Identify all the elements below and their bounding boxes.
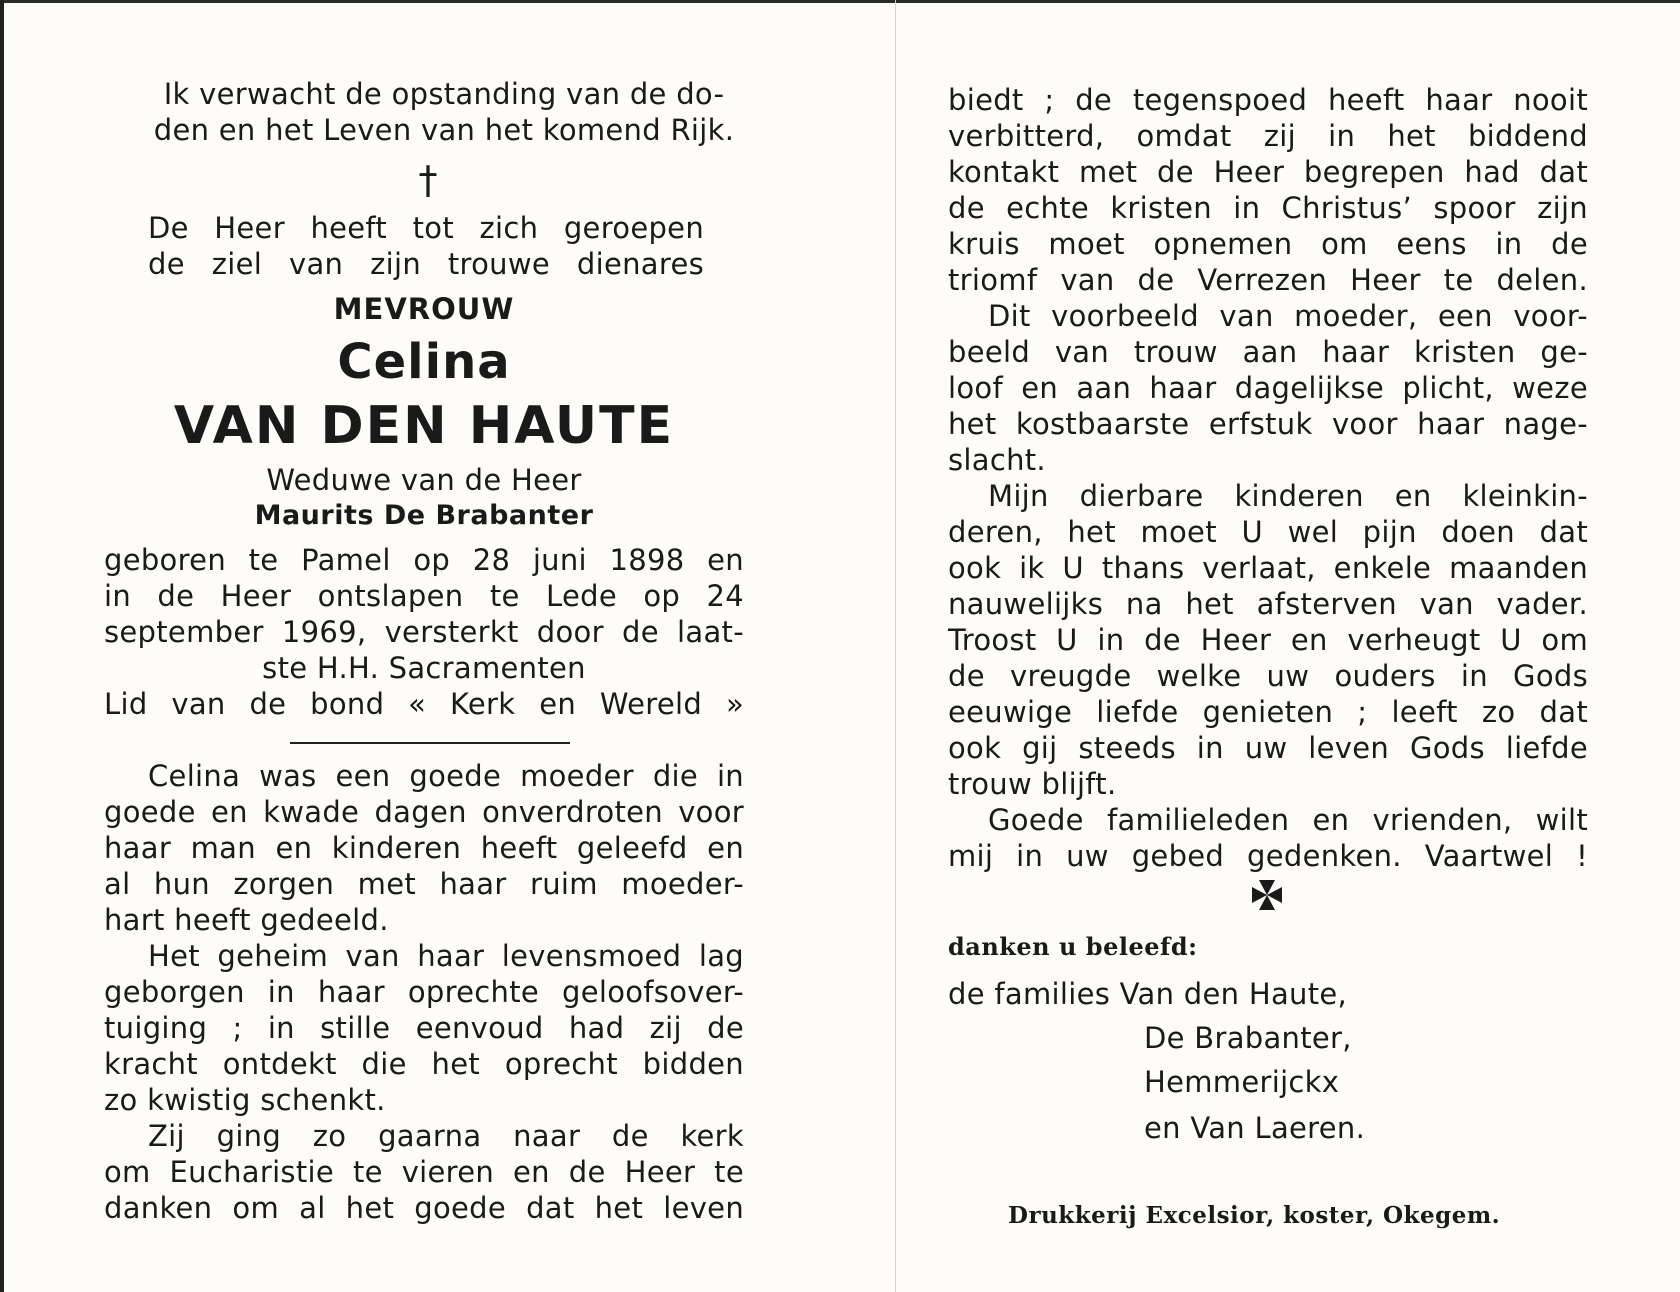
rp3-line-7: eeuwige liefde genieten ; leeft zo dat [948, 695, 1588, 729]
rp2-line-2: beeld van trouw aan haar kristen ge- [948, 335, 1588, 369]
p1-line-5: hart heeft gedeeld. [104, 903, 389, 937]
rp3-line-3: ook ik U thans verlaat, enkele maanden [948, 551, 1588, 585]
p2-line-2: geborgen in haar oprechte geloofsover- [104, 975, 744, 1009]
rp3-line-2: deren, het moet U wel pijn doen dat [948, 515, 1588, 549]
family-line-2: De Brabanter, [1144, 1021, 1352, 1055]
right-page [948, 0, 1588, 1292]
life-line-1: geboren te Pamel op 28 juni 1898 en [104, 543, 744, 577]
opening-line-1: Ik verwacht de opstanding van de do- [163, 77, 725, 111]
cross-icon: † [418, 158, 438, 202]
rp1-line-2: verbitterd, omdat zij in het biddend [948, 119, 1588, 153]
family-line-3: Hemmerijckx [1144, 1065, 1340, 1099]
rp1-line-1: biedt ; de tegenspoed heeft haar nooit [948, 83, 1588, 117]
family-line-4: en Van Laeren. [1144, 1111, 1366, 1145]
widow-line: Weduwe van de Heer [266, 463, 582, 497]
rp3-line-9: trouw blijft. [948, 767, 1117, 801]
announcement-line-2: de ziel van zijn trouwe dienares [148, 247, 704, 281]
rp3-line-5: Troost U in de Heer en verheugt U om [948, 623, 1588, 657]
p2-line-1: Het geheim van haar levensmoed lag [148, 939, 744, 973]
first-name: Celina [337, 334, 511, 390]
family-line-1: de families Van den Haute, [948, 977, 1348, 1011]
rp2-line-3: loof en aan haar dagelijkse plicht, weze [948, 371, 1588, 405]
p3-line-1: Zij ging zo gaarna naar de kerk [148, 1119, 744, 1153]
rp2-line-5: slacht. [948, 443, 1046, 477]
rp2-line-4: het kostbaarste erfstuk voor haar nage- [948, 407, 1588, 441]
rp1-line-3: kontakt met de Heer begrepen had dat [948, 155, 1588, 189]
thanks-heading: danken u beleefd: [948, 932, 1198, 961]
left-edge [0, 0, 4, 1292]
rp1-line-4: de echte kristen in Christus’ spoor zijn [948, 191, 1588, 225]
p1-line-3: haar man en kinderen heeft geleefd en [104, 831, 744, 865]
p3-line-2: om Eucharistie te vieren en de Heer te [104, 1155, 744, 1189]
life-line-2: in de Heer ontslapen te Lede op 24 [104, 579, 744, 613]
p3-line-3: danken om al het goede dat het leven [104, 1191, 744, 1225]
maltese-cross-icon [1250, 878, 1284, 912]
surname: VAN DEN HAUTE [173, 396, 675, 456]
rp4-line-1: Goede familieleden en vrienden, wilt [988, 803, 1588, 837]
rp3-line-4: nauwelijks na het afsterven van vader. [948, 587, 1588, 621]
announcement-line-1: De Heer heeft tot zich geroepen [148, 211, 704, 245]
p2-line-5: zo kwistig schenkt. [104, 1083, 386, 1117]
rp2-line-1: Dit voorbeeld van moeder, een voor- [988, 299, 1588, 333]
opening-line-2: den en het Leven van het komend Rijk. [153, 113, 735, 147]
life-line-3: september 1969, versterkt door de laat- [104, 615, 744, 649]
p1-line-4: al hun zorgen met haar ruim moeder- [104, 867, 744, 901]
rp3-line-6: de vreugde welke uw ouders in Gods [948, 659, 1588, 693]
rp1-line-6: triomf van de Verrezen Heer te delen. [948, 263, 1588, 297]
p2-line-3: tuiging ; in stille eenvoud had zij de [104, 1011, 744, 1045]
rp3-line-1: Mijn dierbare kinderen en kleinkin- [988, 479, 1588, 513]
p2-line-4: kracht ontdekt die het oprecht bidden [104, 1047, 744, 1081]
rp1-line-5: kruis moet opnemen om eens in de [948, 227, 1588, 261]
left-page [104, 0, 744, 1292]
p1-line-1: Celina was een goede moeder die in [148, 759, 744, 793]
printer-credit: Drukkerij Excelsior, koster, Okegem. [1008, 1202, 1501, 1229]
divider [290, 742, 570, 744]
center-fold [895, 0, 896, 1292]
rp3-line-8: ook gij steeds in uw leven Gods liefde [948, 731, 1588, 765]
membership-line: Lid van de bond « Kerk en Wereld » [104, 687, 744, 721]
life-line-4: ste H.H. Sacramenten [262, 651, 586, 685]
title-mevrouw: MEVROUW [333, 292, 515, 326]
husband-name: Maurits De Brabanter [254, 500, 594, 531]
rp4-line-2: mij in uw gebed gedenken. Vaartwel ! [948, 839, 1588, 873]
p1-line-2: goede en kwade dagen onverdroten voor [104, 795, 744, 829]
